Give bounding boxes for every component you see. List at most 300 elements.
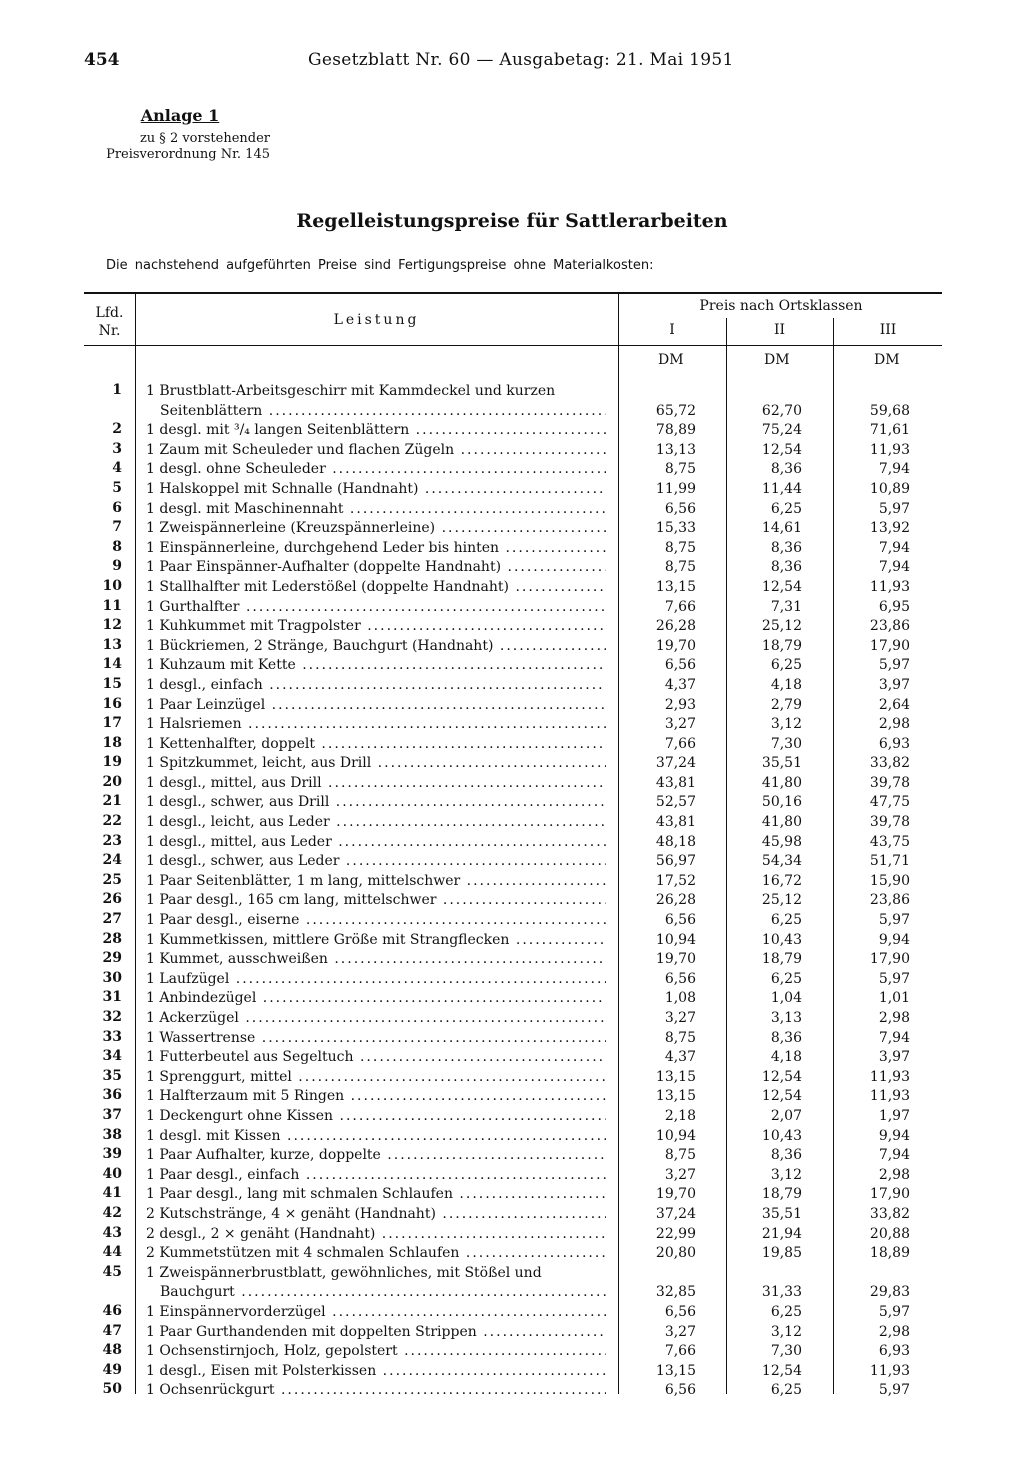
- price-class-2: 14,61: [761, 520, 802, 537]
- row-description: [146, 578, 606, 598]
- description-text: 1 Paar desgl., einfach .....: [146, 1166, 606, 1186]
- price-class-1: 4,37: [664, 676, 696, 693]
- price-class-3: 18,89: [869, 1245, 910, 1262]
- description-text: 1 Einspännerleine, durchgehend Leder bis hinten .....: [146, 539, 606, 559]
- row-number: 50: [102, 1381, 122, 1398]
- table-row: [84, 519, 942, 539]
- price-class-2: 3,12: [770, 1323, 802, 1340]
- price-class-1: 19,70: [655, 951, 696, 968]
- price-class-1: 8,75: [664, 1147, 696, 1164]
- row-number: 9: [112, 558, 122, 575]
- description-text: 1 Paar desgl., lang mit schmalen Schlaufen .....: [146, 1185, 606, 1205]
- table-row: [84, 421, 942, 441]
- description-text: 1 Einspännervorderzügel .....: [146, 1303, 606, 1323]
- row-number: 12: [102, 617, 122, 634]
- row-number: 3: [112, 440, 122, 457]
- table-row: [84, 1048, 942, 1068]
- description-text: 1 Sprenggurt, mittel .....: [146, 1068, 606, 1088]
- price-class-2: 18,79: [761, 951, 802, 968]
- price-class-1: 26,28: [655, 618, 696, 635]
- price-class-2: 8,36: [770, 1029, 802, 1046]
- row-description: [146, 970, 606, 990]
- table-row: [84, 735, 942, 755]
- table-row: [84, 558, 942, 578]
- price-class-3: 2,98: [878, 1323, 910, 1340]
- price-table: [84, 292, 944, 1402]
- price-class-2: 4,18: [770, 1049, 802, 1066]
- row-description: [146, 1381, 606, 1401]
- table-row: [84, 1381, 942, 1401]
- price-class-3: 11,93: [869, 578, 910, 595]
- page-number: 454: [84, 50, 120, 70]
- table-row: [84, 656, 942, 676]
- price-class-1: 3,27: [664, 1323, 696, 1340]
- price-class-3: 17,90: [869, 951, 910, 968]
- running-head: Gesetzblatt Nr. 60 — Ausgabetag: 21. Mai 1951: [308, 50, 734, 70]
- row-number: 40: [102, 1165, 122, 1182]
- row-description: [146, 617, 606, 637]
- table-row: [84, 1146, 942, 1166]
- description-text: 2 Kummetstützen mit 4 schmalen Schlaufen .....: [146, 1244, 606, 1264]
- price-class-1: 13,15: [655, 1362, 696, 1379]
- price-class-3: 7,94: [878, 559, 910, 576]
- row-description: [146, 931, 606, 951]
- row-description: [146, 1264, 606, 1303]
- price-class-2: 8,36: [770, 539, 802, 556]
- row-number: 14: [102, 656, 122, 673]
- price-class-1: 13,13: [655, 441, 696, 458]
- row-number: 42: [102, 1204, 122, 1221]
- col-nr-header: [84, 304, 135, 340]
- row-number: 45: [102, 1263, 122, 1280]
- price-class-2: 12,54: [761, 1362, 802, 1379]
- annex-ref-2: Preisverordnung Nr. 145: [106, 147, 270, 162]
- price-class-3: 33,82: [869, 755, 910, 772]
- annex-ref-1: zu § 2 vorstehender: [139, 131, 270, 146]
- price-class-2: 18,79: [761, 1186, 802, 1203]
- table-row: [84, 833, 942, 853]
- description-text: 1 Ackerzügel .....: [146, 1009, 606, 1029]
- price-class-2: 35,51: [761, 755, 802, 772]
- running-header: [0, 50, 1024, 76]
- description-text: 1 desgl. mit Maschinennaht .....: [146, 500, 606, 520]
- table-row: [84, 1127, 942, 1147]
- row-number: 39: [102, 1146, 122, 1163]
- description-text: 1 Deckengurt ohne Kissen .....: [146, 1107, 606, 1127]
- description-text: 1 desgl. mit Kissen .....: [146, 1127, 606, 1147]
- row-number: 7: [112, 519, 122, 536]
- price-class-2: 21,94: [761, 1225, 802, 1242]
- price-class-1: 65,72: [655, 402, 696, 419]
- row-description: [146, 950, 606, 970]
- table-row: [84, 441, 942, 461]
- price-class-1: 17,52: [655, 872, 696, 889]
- row-description: [146, 480, 606, 500]
- row-number: 28: [102, 930, 122, 947]
- row-number: 35: [102, 1067, 122, 1084]
- price-class-3: 39,78: [869, 814, 910, 831]
- price-class-3: 5,97: [878, 1382, 910, 1399]
- table-row: [84, 1225, 942, 1245]
- row-description: [146, 793, 606, 813]
- intro-text: Die nachstehend aufgeführten Preise sind Fertigungspreise ohne Materialkosten:: [106, 258, 654, 273]
- price-class-1: 37,24: [655, 755, 696, 772]
- row-description: [146, 1146, 606, 1166]
- price-class-3: 7,94: [878, 1029, 910, 1046]
- table-row: [84, 1342, 942, 1362]
- row-description: [146, 852, 606, 872]
- price-class-1: 43,81: [655, 774, 696, 791]
- row-number: 37: [102, 1106, 122, 1123]
- price-class-2: 3,12: [770, 716, 802, 733]
- price-class-2: 6,25: [770, 912, 802, 929]
- annex-label: [90, 106, 270, 163]
- row-number: 32: [102, 1009, 122, 1025]
- row-description: [146, 1068, 606, 1088]
- price-class-3: 15,90: [869, 872, 910, 889]
- description-text: 1 desgl., mittel, aus Drill .....: [146, 774, 606, 794]
- row-number: 44: [102, 1244, 122, 1261]
- row-description: [146, 715, 606, 735]
- price-class-2: 35,51: [761, 1205, 802, 1222]
- price-class-2: 2,79: [770, 696, 802, 713]
- row-description: [146, 813, 606, 833]
- table-row: [84, 1303, 942, 1323]
- price-class-3: 33,82: [869, 1205, 910, 1222]
- row-number: 21: [102, 793, 122, 810]
- price-class-3: 2,64: [878, 696, 910, 713]
- price-class-2: 2,07: [770, 1107, 802, 1124]
- description-text: 1 Kummetkissen, mittlere Größe mit Strangflecken .....: [146, 931, 606, 951]
- price-class-2: 11,44: [761, 480, 802, 497]
- price-class-3: 9,94: [878, 1127, 910, 1144]
- price-class-3: 47,75: [869, 794, 910, 811]
- table-row: [84, 539, 942, 559]
- price-class-3: 7,94: [878, 1147, 910, 1164]
- table-row: [84, 754, 942, 774]
- price-class-1: 13,15: [655, 578, 696, 595]
- row-number: 24: [102, 852, 122, 869]
- description-text: 1 desgl., einfach .....: [146, 676, 606, 696]
- price-class-3: 17,90: [869, 1186, 910, 1203]
- price-class-3: 5,97: [878, 1303, 910, 1320]
- table-row: [84, 617, 942, 637]
- row-description: [146, 500, 606, 520]
- description-text: 1 Stallhalfter mit Lederstößel (doppelte Handnaht) .....: [146, 578, 606, 598]
- price-class-3: 1,01: [878, 990, 910, 1007]
- price-class-1: 3,27: [664, 716, 696, 733]
- row-number: 41: [102, 1185, 122, 1202]
- price-class-2: 41,80: [761, 774, 802, 791]
- price-class-2: 8,36: [770, 1147, 802, 1164]
- description-text: 2 desgl., 2 × genäht (Handnaht) .....: [146, 1225, 606, 1245]
- price-class-3: 11,93: [869, 441, 910, 458]
- description-text: 1 Paar desgl., 165 cm lang, mittelschwer .....: [146, 891, 606, 911]
- price-class-1: 2,18: [664, 1107, 696, 1124]
- class-3-header: III: [879, 322, 897, 338]
- price-class-3: 10,89: [869, 480, 910, 497]
- col-nr-label-2: Nr.: [98, 323, 121, 339]
- table-row: [84, 1362, 942, 1382]
- price-class-3: 29,83: [869, 1284, 910, 1301]
- table-row: [84, 637, 942, 657]
- table-row: [84, 1166, 942, 1186]
- row-number: 46: [102, 1302, 122, 1319]
- price-class-1: 19,70: [655, 637, 696, 654]
- description-continuation: Bauchgurt .....: [146, 1283, 606, 1303]
- row-description: [146, 460, 606, 480]
- class-1-header: I: [669, 322, 675, 338]
- annex-title: Anlage 1: [140, 106, 220, 125]
- row-number: 13: [102, 636, 122, 653]
- price-class-1: 6,56: [664, 1382, 696, 1399]
- price-class-3: 43,75: [869, 833, 910, 850]
- col-preis-header: Preis nach Ortsklassen: [699, 298, 863, 314]
- row-number: 27: [102, 911, 122, 928]
- row-number: 49: [102, 1361, 122, 1378]
- price-class-1: 32,85: [655, 1284, 696, 1301]
- price-class-1: 3,27: [664, 1166, 696, 1183]
- description-text: 1 desgl., mittel, aus Leder .....: [146, 833, 606, 853]
- price-class-2: 41,80: [761, 814, 802, 831]
- price-class-3: 71,61: [869, 422, 910, 439]
- description-text: 1 Halsriemen .....: [146, 715, 606, 735]
- price-class-1: 78,89: [655, 422, 696, 439]
- price-class-3: 5,97: [878, 912, 910, 929]
- price-class-3: 6,95: [878, 598, 910, 615]
- price-class-1: 7,66: [664, 735, 696, 752]
- row-description: [146, 989, 606, 1009]
- price-class-2: 3,13: [770, 1010, 802, 1026]
- price-class-3: 39,78: [869, 774, 910, 791]
- table-row: [84, 598, 942, 618]
- row-description: [146, 1048, 606, 1068]
- table-row: [84, 1323, 942, 1343]
- table-row: [84, 1087, 942, 1107]
- description-text: 1 Ochsenstirnjoch, Holz, gepolstert .....: [146, 1342, 606, 1362]
- table-row: [84, 989, 942, 1009]
- description-text: 1 desgl. ohne Scheuleder .....: [146, 460, 606, 480]
- row-number: 22: [102, 813, 122, 830]
- price-class-1: 13,15: [655, 1068, 696, 1085]
- description-text: 1 desgl., schwer, aus Drill .....: [146, 793, 606, 813]
- price-class-2: 10,43: [761, 931, 802, 948]
- price-class-2: 12,54: [761, 578, 802, 595]
- row-number: 6: [112, 499, 122, 516]
- price-class-1: 26,28: [655, 892, 696, 909]
- row-number: 48: [102, 1342, 122, 1359]
- row-description: [146, 1244, 606, 1264]
- price-class-3: 3,97: [878, 1049, 910, 1066]
- price-class-1: 48,18: [655, 833, 696, 850]
- description-text: 1 Paar Einspänner-Aufhalter (doppelte Handnaht) .....: [146, 558, 606, 578]
- col-leistung-header: Leistung: [333, 312, 420, 328]
- row-description: [146, 1323, 606, 1343]
- table-row: [84, 872, 942, 892]
- description-text: 1 desgl., leicht, aus Leder .....: [146, 813, 606, 833]
- price-class-1: 2,93: [664, 696, 696, 713]
- price-class-1: 6,56: [664, 500, 696, 517]
- price-class-2: 6,25: [770, 1303, 802, 1320]
- price-class-1: 7,66: [664, 598, 696, 615]
- price-class-2: 7,30: [770, 735, 802, 752]
- row-description: [146, 1205, 606, 1225]
- description-text: 1 Futterbeutel aus Segeltuch .....: [146, 1048, 606, 1068]
- table-row: [84, 1185, 942, 1205]
- price-class-2: 6,25: [770, 970, 802, 987]
- row-number: 34: [102, 1048, 122, 1065]
- description-text: 1 Halfterzaum mit 5 Ringen .....: [146, 1087, 606, 1107]
- description-text: 1 desgl. mit ³/₄ langen Seitenblättern .....: [146, 421, 606, 441]
- col-nr-label-1: Lfd.: [95, 305, 124, 321]
- price-class-2: 62,70: [761, 402, 802, 419]
- row-number: 25: [102, 871, 122, 888]
- description-text: 1 desgl., schwer, aus Leder .....: [146, 852, 606, 872]
- description-text: 1 Paar Gurthandenden mit doppelten Strippen .....: [146, 1323, 606, 1343]
- description-text: 1 Anbindezügel .....: [146, 989, 606, 1009]
- row-number: 33: [102, 1028, 122, 1045]
- row-description: [146, 441, 606, 461]
- description-text: 1 Paar Aufhalter, kurze, doppelte .....: [146, 1146, 606, 1166]
- price-class-1: 6,56: [664, 912, 696, 929]
- price-class-2: 19,85: [761, 1245, 802, 1262]
- row-description: [146, 833, 606, 853]
- table-row: [84, 1107, 942, 1127]
- price-class-3: 23,86: [869, 618, 910, 635]
- row-number: 5: [112, 479, 122, 496]
- price-class-2: 31,33: [761, 1284, 802, 1301]
- table-row: [84, 1205, 942, 1225]
- row-number: 1: [112, 382, 122, 398]
- row-number: 31: [102, 989, 122, 1006]
- description-text: 1 Wassertrense .....: [146, 1029, 606, 1049]
- price-class-3: 20,88: [869, 1225, 910, 1242]
- price-class-2: 6,25: [770, 1382, 802, 1399]
- price-class-2: 1,04: [770, 990, 802, 1007]
- price-class-2: 12,54: [761, 441, 802, 458]
- row-description: [146, 891, 606, 911]
- row-description: [146, 598, 606, 618]
- row-number: 26: [102, 891, 122, 908]
- description-text: 1 desgl., Eisen mit Polsterkissen .....: [146, 1362, 606, 1382]
- price-class-2: 12,54: [761, 1088, 802, 1105]
- price-class-2: 6,25: [770, 657, 802, 674]
- row-description: [146, 656, 606, 676]
- table-row: [84, 715, 942, 735]
- price-class-1: 3,27: [664, 1010, 696, 1026]
- price-class-3: 59,68: [869, 402, 910, 419]
- price-class-3: 6,93: [878, 735, 910, 752]
- table-row: [84, 911, 942, 931]
- row-description: [146, 558, 606, 578]
- description-text: 1 Laufzügel .....: [146, 970, 606, 990]
- row-number: 10: [102, 577, 122, 594]
- price-class-3: 3,97: [878, 676, 910, 693]
- price-class-2: 10,43: [761, 1127, 802, 1144]
- price-class-1: 7,66: [664, 1343, 696, 1360]
- row-number: 20: [102, 773, 122, 790]
- row-number: 8: [112, 538, 122, 555]
- price-class-1: 11,99: [655, 480, 696, 497]
- price-class-1: 1,08: [664, 990, 696, 1007]
- table-header-rule: [84, 345, 942, 346]
- row-number: 17: [102, 715, 122, 732]
- table-row: [84, 813, 942, 833]
- price-class-3: 6,93: [878, 1343, 910, 1360]
- price-class-3: 1,97: [878, 1107, 910, 1124]
- row-number: 19: [102, 754, 122, 771]
- price-class-1: 8,75: [664, 539, 696, 556]
- price-class-1: 20,80: [655, 1245, 696, 1262]
- row-description: [146, 754, 606, 774]
- price-class-3: 13,92: [869, 520, 910, 537]
- table-row: [84, 1264, 942, 1303]
- description-text: 1 Bückriemen, 2 Stränge, Bauchgurt (Handnaht) .....: [146, 637, 606, 657]
- price-class-2: 7,30: [770, 1343, 802, 1360]
- row-number: 38: [102, 1126, 122, 1143]
- price-class-3: 2,98: [878, 716, 910, 733]
- document-title: Regelleistungspreise für Sattlerarbeiten: [296, 210, 728, 232]
- price-class-2: 4,18: [770, 676, 802, 693]
- row-number: 2: [112, 421, 122, 438]
- price-class-3: 2,98: [878, 1010, 910, 1026]
- price-class-2: 50,16: [761, 794, 802, 811]
- description-continuation: Seitenblättern .....: [146, 402, 606, 422]
- price-class-1: 22,99: [655, 1225, 696, 1242]
- price-class-3: 17,90: [869, 637, 910, 654]
- row-description: [146, 421, 606, 441]
- price-class-2: 45,98: [761, 833, 802, 850]
- row-number: 30: [102, 969, 122, 986]
- price-class-2: 25,12: [761, 618, 802, 635]
- table-row: [84, 931, 942, 951]
- price-class-1: 43,81: [655, 814, 696, 831]
- price-class-3: 11,93: [869, 1088, 910, 1105]
- table-row: [84, 460, 942, 480]
- price-class-3: 11,93: [869, 1068, 910, 1085]
- table-row: [84, 852, 942, 872]
- row-number: 4: [112, 460, 122, 477]
- currency-3: DM: [874, 352, 900, 368]
- price-class-3: 51,71: [869, 853, 910, 870]
- price-class-3: 5,97: [878, 970, 910, 987]
- description-text: 1 Ochsenrückgurt .....: [146, 1381, 606, 1401]
- table-row: [84, 793, 942, 813]
- row-description: [146, 637, 606, 657]
- table-row: [84, 382, 942, 421]
- description-text: 1 Kuhkummet mit Tragpolster .....: [146, 617, 606, 637]
- table-row: [84, 578, 942, 598]
- price-class-2: 18,79: [761, 637, 802, 654]
- table-row: [84, 676, 942, 696]
- price-class-3: 7,94: [878, 461, 910, 478]
- price-class-1: 10,94: [655, 1127, 696, 1144]
- table-row: [84, 1009, 942, 1029]
- table-row: [84, 480, 942, 500]
- row-description: [146, 911, 606, 931]
- table-row: [84, 970, 942, 990]
- price-class-1: 37,24: [655, 1205, 696, 1222]
- row-description: [146, 1009, 606, 1029]
- row-number: 23: [102, 832, 122, 849]
- price-class-2: 8,36: [770, 559, 802, 576]
- description-text: 1 Halskoppel mit Schnalle (Handnaht) .....: [146, 480, 606, 500]
- price-class-1: 8,75: [664, 1029, 696, 1046]
- table-row: [84, 774, 942, 794]
- description-text: 1 Zaum mit Scheuleder und flachen Zügeln .....: [146, 441, 606, 461]
- row-description: [146, 872, 606, 892]
- price-class-2: 8,36: [770, 461, 802, 478]
